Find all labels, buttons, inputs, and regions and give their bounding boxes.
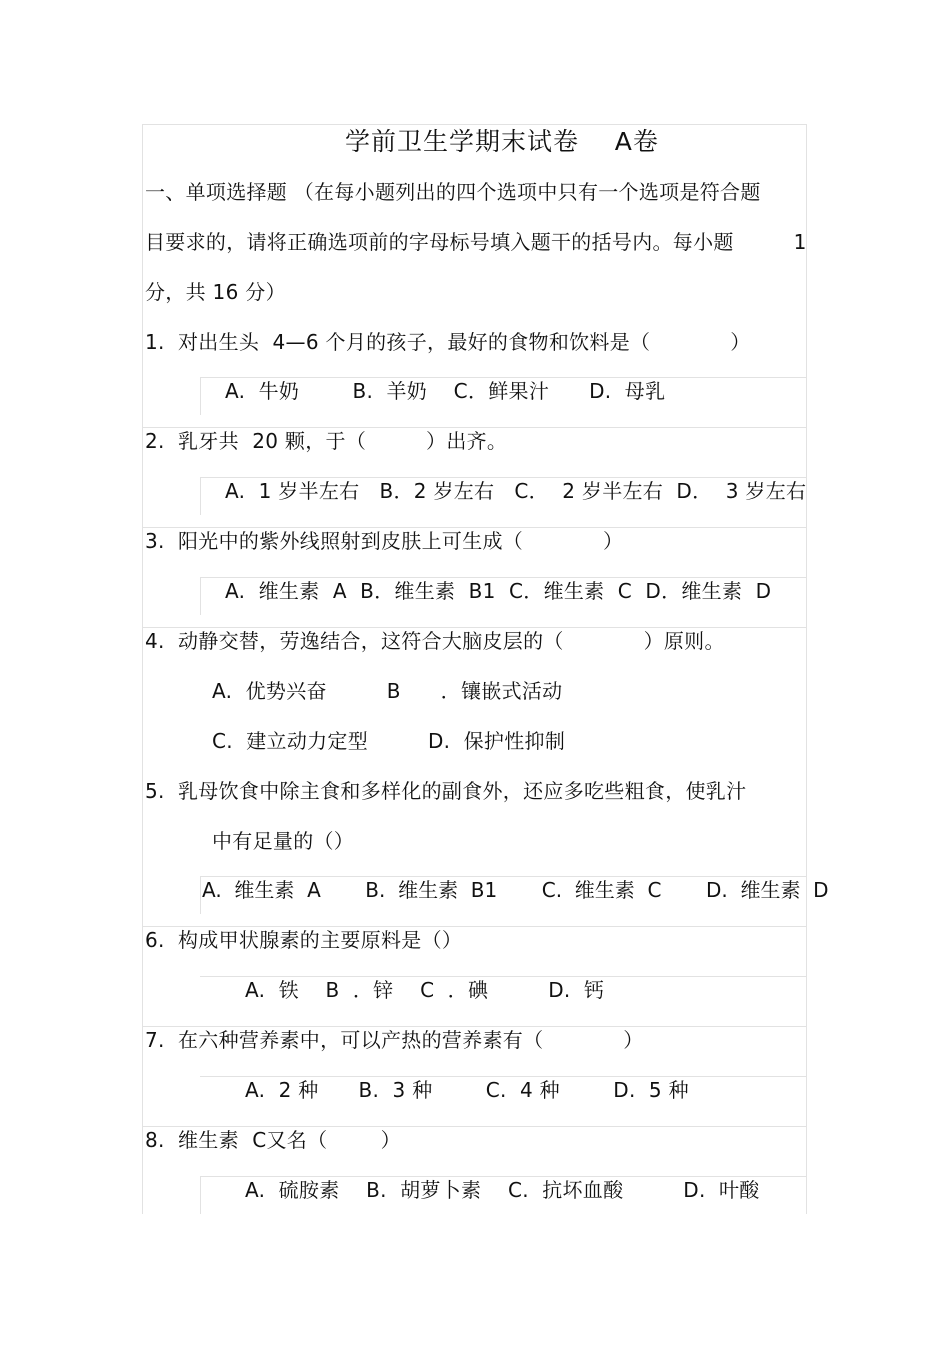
question-4-stem: 4. 动静交替，劳逸结合，这符合大脑皮层的（ ）原则。 <box>145 629 725 653</box>
section-heading-line-1: 一、单项选择题 （在每小题列出的四个选项中只有一个选项是符合题 <box>145 180 761 204</box>
question-4-options-row-1: A. 优势兴奋 B ．镶嵌式活动 <box>212 679 563 703</box>
question-5-stem-continued: 中有足量的（） <box>212 829 355 853</box>
question-3-stem: 3. 阳光中的紫外线照射到皮肤上可生成（ ） <box>145 529 624 553</box>
table-rule <box>200 377 201 415</box>
question-2-options: A. 1 岁半左右 B．2 岁左右 C． 2 岁半左右 D． 3 岁左右 <box>225 479 807 503</box>
question-6-stem: 6. 构成甲状腺素的主要原料是（） <box>145 928 463 952</box>
table-rule <box>806 124 807 1214</box>
question-8-stem: 8. 维生素 C又名（ ） <box>145 1128 401 1152</box>
question-7-stem: 7. 在六种营养素中，可以产热的营养素有（ ） <box>145 1028 644 1052</box>
question-2-stem: 2. 乳牙共 20 颗，于（ ）出齐。 <box>145 429 508 453</box>
question-3-options: A. 维生素 A B．维生素 B1 C．维生素 C D．维生素 D <box>225 579 772 603</box>
section-heading-line-2: 目要求的，请将正确选项前的字母标号填入题干的括号内。每小题 1 <box>145 230 807 254</box>
table-rule <box>200 477 201 515</box>
table-rule <box>200 1176 201 1214</box>
question-4-options-row-2: C. 建立动力定型 D. 保护性抑制 <box>212 729 566 753</box>
table-rule <box>200 577 201 615</box>
section-heading-line-3: 分，共 16 分） <box>145 280 286 304</box>
question-5-options: A. 维生素 A B. 维生素 B1 C. 维生素 C D. 维生素 D <box>202 878 829 902</box>
page-title: 学前卫生学期末试卷 A卷 <box>345 127 659 156</box>
question-6-options: A. 铁 B ．锌 C ．碘 D. 钙 <box>245 978 605 1002</box>
question-1-stem: 1. 对出生头 4—6 个月的孩子，最好的食物和饮料是（ ） <box>145 330 751 354</box>
question-7-options: A. 2 种 B. 3 种 C. 4 种 D. 5 种 <box>245 1078 689 1102</box>
question-5-stem: 5. 乳母饮食中除主食和多样化的副食外，还应多吃些粗食，使乳汁 <box>145 779 747 803</box>
question-1-options: A. 牛奶 B. 羊奶 C．鲜果汁 D. 母乳 <box>225 379 666 403</box>
table-rule <box>142 124 807 125</box>
question-8-options: A. 硫胺素 B. 胡萝卜素 C. 抗坏血酸 D. 叶酸 <box>245 1178 760 1202</box>
table-rule <box>200 876 201 914</box>
table-rule <box>142 124 143 1214</box>
